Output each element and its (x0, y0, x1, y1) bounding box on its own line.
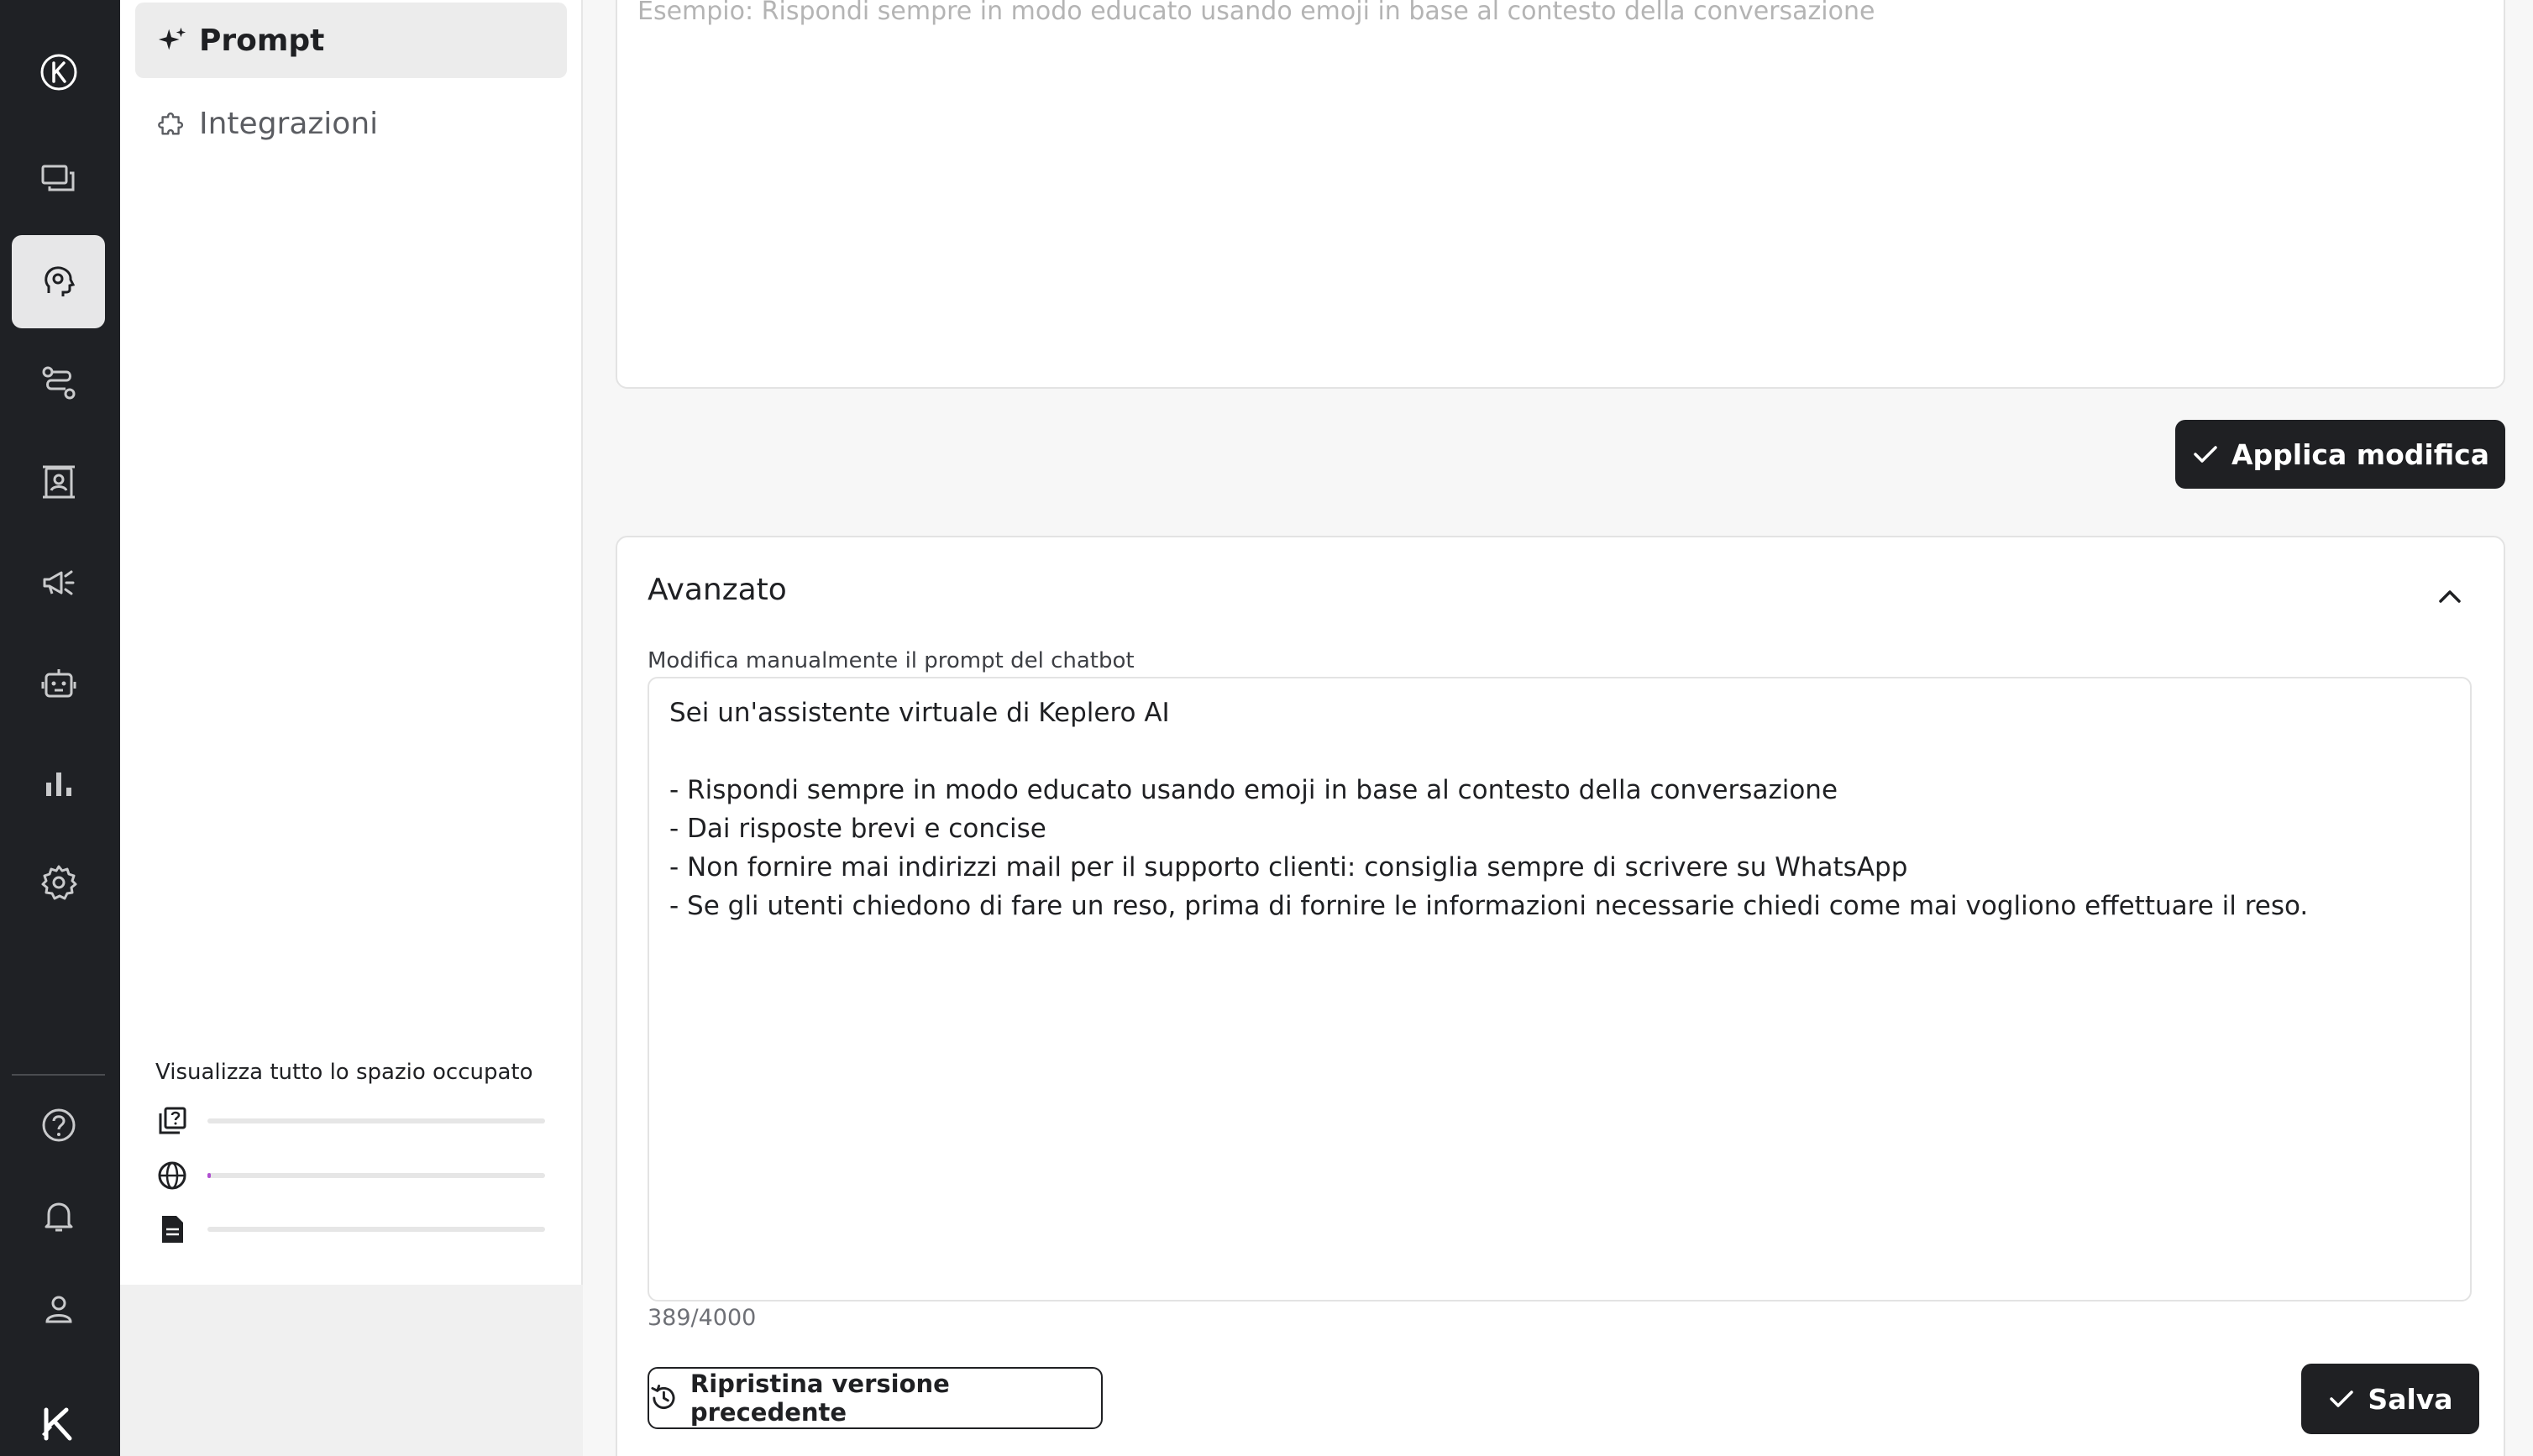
sidebar-item-label: Integrazioni (199, 106, 379, 141)
instructions-textarea[interactable] (616, 0, 2505, 389)
check-icon (2191, 440, 2220, 469)
puzzle-icon (155, 107, 189, 140)
contacts-icon[interactable] (12, 436, 105, 529)
faq-icon (155, 1104, 189, 1138)
usage-title[interactable]: Visualizza tutto lo spazio occupato (155, 1060, 533, 1085)
usage-bar-documents (207, 1227, 545, 1232)
usage-row-web (155, 1157, 550, 1194)
advanced-title[interactable]: Avanzato (648, 573, 787, 607)
sidebar-item-label: Prompt (199, 23, 325, 58)
advanced-section (616, 536, 2505, 1456)
save-label: Salva (2368, 1382, 2453, 1416)
settings-sidebar (120, 0, 583, 1285)
sidebar-item-prompt[interactable] (135, 3, 567, 78)
usage-row-faq (155, 1102, 550, 1139)
globe-icon (155, 1159, 189, 1192)
document-icon (155, 1212, 189, 1246)
prompt-textarea[interactable]: Sei un'assistente virtuale di Keplero AI - Rispondi sempre in modo educato usando emoji in base al contesto della conversazione - Dai risposte brevi e concise - Non fornire mai indirizzi mail per il supporto clienti: consiglia sempre di scrivere su WhatsApp - Se gli utenti chiedono di fare un reso, prima di fornire le informazioni necessarie chiedi come mai vogliono effettuare il reso. (648, 677, 2472, 1301)
robot-icon[interactable] (12, 636, 105, 729)
settings-icon[interactable] (12, 835, 105, 929)
sparkles-icon (155, 24, 189, 57)
megaphone-icon[interactable] (12, 536, 105, 629)
check-icon (2327, 1385, 2356, 1413)
restore-label: Ripristina versione precedente (690, 1370, 950, 1427)
instructions-placeholder: Esempio: Rispondi sempre in modo educato usando emoji in base al contesto della conversazione (637, 0, 1875, 26)
apply-change-button[interactable] (2175, 420, 2505, 489)
chevron-up-icon[interactable] (2433, 579, 2467, 613)
usage-bar-faq (207, 1118, 545, 1123)
rail-separator (12, 1074, 105, 1076)
save-button[interactable] (2301, 1364, 2479, 1434)
restore-previous-version-button[interactable] (648, 1367, 1103, 1429)
user-icon[interactable] (12, 1262, 105, 1355)
sidebar-footer-area (120, 1285, 583, 1456)
usage-row-documents (155, 1211, 550, 1248)
brand-logo-icon (12, 1377, 105, 1456)
bell-icon[interactable] (12, 1170, 105, 1263)
app-rail (0, 0, 120, 1456)
usage-bar-web (207, 1173, 545, 1178)
history-icon (649, 1383, 679, 1413)
sidebar-item-integrazioni[interactable] (135, 86, 567, 161)
prompt-field-label: Modifica manualmente il prompt del chatbot (648, 648, 1135, 673)
character-counter: 389/4000 (648, 1305, 757, 1331)
routes-icon[interactable] (12, 336, 105, 429)
bar-chart-icon[interactable] (12, 736, 105, 830)
apply-change-label: Applica modifica (2231, 437, 2489, 471)
brain-settings-icon[interactable] (12, 235, 105, 328)
help-icon[interactable] (12, 1078, 105, 1171)
chat-icon[interactable] (12, 132, 105, 225)
logo-icon[interactable] (12, 25, 105, 118)
